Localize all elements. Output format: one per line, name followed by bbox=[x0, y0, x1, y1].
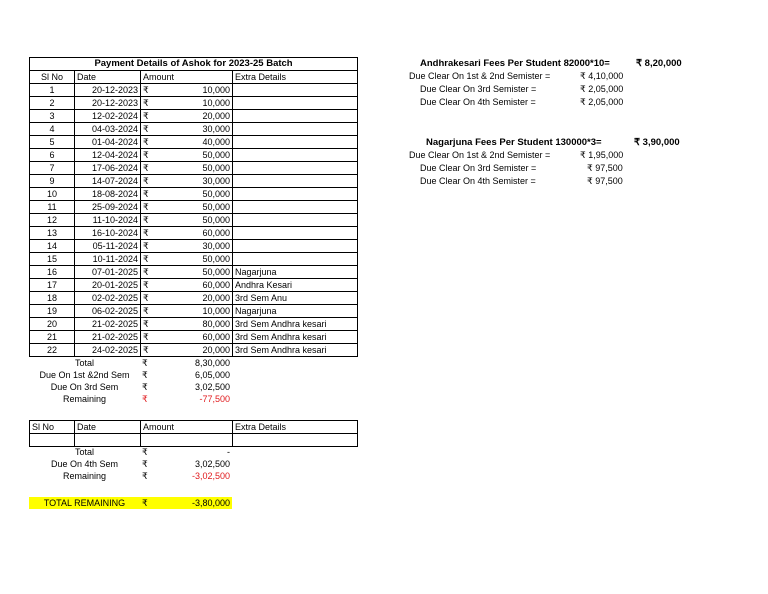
table-row bbox=[30, 253, 358, 266]
table-row bbox=[30, 279, 358, 292]
summary-row bbox=[29, 381, 357, 393]
nagarjuna-line-value[interactable]: ₹ 1,95,000 bbox=[580, 150, 624, 160]
andhrakesari-heading[interactable]: Andhrakesari Fees Per Student 82000*10= bbox=[420, 58, 610, 69]
amount-value: 20,000 bbox=[202, 345, 230, 355]
cell-sl-no[interactable]: 3 bbox=[30, 110, 75, 123]
cell-sl-no[interactable]: 10 bbox=[30, 188, 75, 201]
currency-symbol: ₹ bbox=[142, 382, 148, 392]
empty-cell[interactable] bbox=[75, 434, 141, 447]
table-title-row bbox=[30, 58, 358, 71]
amount-value: 20,000 bbox=[202, 293, 230, 303]
currency-symbol: ₹ bbox=[142, 358, 148, 368]
amount-value: 50,000 bbox=[202, 189, 230, 199]
table-row bbox=[30, 188, 358, 201]
empty-cell[interactable] bbox=[233, 434, 358, 447]
table-row bbox=[30, 227, 358, 240]
cell-extra-details[interactable] bbox=[233, 253, 358, 266]
cell-amount[interactable] bbox=[141, 123, 233, 136]
cell-amount[interactable] bbox=[141, 279, 233, 292]
table-header-row bbox=[30, 421, 358, 434]
summary-spacer bbox=[232, 357, 357, 369]
cell-date[interactable]: 06-02-2025 bbox=[75, 305, 141, 318]
summary-amount-value: -3,02,500 bbox=[191, 471, 230, 481]
currency-symbol: ₹ bbox=[142, 370, 148, 380]
fourth-sem-table bbox=[29, 420, 358, 447]
amount-value: 50,000 bbox=[202, 254, 230, 264]
cell-extra-details[interactable] bbox=[233, 227, 358, 240]
summary-amount[interactable] bbox=[140, 470, 232, 482]
andhrakesari-line-value[interactable]: ₹ 2,05,000 bbox=[580, 97, 624, 107]
cell-amount[interactable] bbox=[141, 305, 233, 318]
header-date[interactable]: Date bbox=[75, 71, 141, 84]
nagarjuna-line-value[interactable]: ₹ 97,500 bbox=[587, 176, 623, 186]
currency-symbol: ₹ bbox=[143, 137, 149, 147]
cell-amount[interactable] bbox=[141, 162, 233, 175]
cell-sl-no[interactable]: 11 bbox=[30, 201, 75, 214]
cell-date[interactable]: 20-01-2025 bbox=[75, 279, 141, 292]
total-remaining-value[interactable] bbox=[140, 497, 232, 509]
currency-symbol: ₹ bbox=[143, 267, 149, 277]
cell-extra-details[interactable]: Nagarjuna bbox=[233, 305, 358, 318]
table-row bbox=[30, 175, 358, 188]
amount-value: 50,000 bbox=[202, 202, 230, 212]
amount-value: 50,000 bbox=[202, 150, 230, 160]
cell-amount[interactable] bbox=[141, 136, 233, 149]
cell-amount[interactable] bbox=[141, 175, 233, 188]
table-row bbox=[30, 201, 358, 214]
cell-date[interactable]: 21-02-2025 bbox=[75, 318, 141, 331]
summary-row bbox=[29, 446, 357, 458]
summary-amount-value: 8,30,000 bbox=[194, 358, 230, 368]
table-row bbox=[30, 331, 358, 344]
amount-value: 30,000 bbox=[202, 124, 230, 134]
cell-date[interactable]: 21-02-2025 bbox=[75, 331, 141, 344]
amount-value: 30,000 bbox=[202, 241, 230, 251]
table-row bbox=[30, 110, 358, 123]
currency-symbol: ₹ bbox=[143, 189, 149, 199]
summary-amount[interactable] bbox=[140, 357, 232, 369]
currency-symbol: ₹ bbox=[143, 111, 149, 121]
currency-symbol: ₹ bbox=[142, 394, 148, 404]
summary-label[interactable]: Due On 3rd Sem bbox=[50, 382, 119, 392]
summary-amount[interactable] bbox=[140, 369, 232, 381]
amount-value: 30,000 bbox=[202, 176, 230, 186]
amount-value: 80,000 bbox=[202, 319, 230, 329]
table-row bbox=[30, 292, 358, 305]
nagarjuna-fees-block bbox=[400, 136, 700, 196]
cell-sl-no[interactable]: 1 bbox=[30, 84, 75, 97]
cell-extra-details[interactable] bbox=[233, 149, 358, 162]
cell-amount[interactable] bbox=[141, 253, 233, 266]
table-header-row bbox=[30, 71, 358, 84]
amount-value: 10,000 bbox=[202, 98, 230, 108]
cell-date[interactable]: 11-10-2024 bbox=[75, 214, 141, 227]
summary-row bbox=[29, 393, 357, 405]
table-row bbox=[30, 123, 358, 136]
andhrakesari-line-value[interactable]: ₹ 2,05,000 bbox=[580, 84, 624, 94]
currency-symbol: ₹ bbox=[143, 215, 149, 225]
currency-symbol: ₹ bbox=[142, 459, 148, 469]
nagarjuna-line-value[interactable]: ₹ 97,500 bbox=[587, 163, 623, 173]
currency-symbol: ₹ bbox=[143, 280, 149, 290]
cell-sl-no[interactable]: 9 bbox=[30, 175, 75, 188]
header-extra-details[interactable]: Extra Details bbox=[233, 421, 358, 434]
andhrakesari-fees-block bbox=[400, 57, 700, 117]
currency-symbol: ₹ bbox=[143, 176, 149, 186]
summary-amount-value: 3,02,500 bbox=[194, 459, 230, 469]
cell-sl-no[interactable]: 15 bbox=[30, 253, 75, 266]
andhrakesari-line-label[interactable]: Due Clear On 3rd Semister = bbox=[420, 84, 537, 94]
cell-date[interactable]: 16-10-2024 bbox=[75, 227, 141, 240]
total-remaining-label[interactable]: TOTAL REMAINING bbox=[29, 497, 140, 509]
nagarjuna-heading[interactable]: Nagarjuna Fees Per Student 130000*3= bbox=[426, 137, 602, 148]
cell-extra-details[interactable] bbox=[233, 201, 358, 214]
cell-sl-no[interactable]: 17 bbox=[30, 279, 75, 292]
currency-symbol: ₹ bbox=[143, 228, 149, 238]
amount-value: 60,000 bbox=[202, 280, 230, 290]
header-sl-no[interactable]: Sl No bbox=[30, 71, 75, 84]
summary-label[interactable]: Remaining bbox=[62, 394, 107, 404]
currency-symbol: ₹ bbox=[143, 293, 149, 303]
currency-symbol: ₹ bbox=[143, 241, 149, 251]
cell-extra-details[interactable] bbox=[233, 123, 358, 136]
summary-spacer bbox=[232, 446, 357, 458]
cell-extra-details[interactable]: Andhra Kesari bbox=[233, 279, 358, 292]
cell-sl-no[interactable]: 16 bbox=[30, 266, 75, 279]
cell-amount[interactable] bbox=[141, 344, 233, 357]
summary-row bbox=[29, 357, 357, 369]
table-title[interactable]: Payment Details of Ashok for 2023-25 Batch bbox=[30, 58, 358, 71]
currency-symbol: ₹ bbox=[143, 345, 149, 355]
cell-amount[interactable] bbox=[141, 266, 233, 279]
header-extra-details[interactable]: Extra Details bbox=[233, 71, 358, 84]
cell-extra-details[interactable]: 3rd Sem Andhra kesari bbox=[233, 318, 358, 331]
payment-summary bbox=[29, 357, 357, 405]
header-amount[interactable]: Amount bbox=[141, 421, 233, 434]
nagarjuna-line-label[interactable]: Due Clear On 1st & 2nd Semister = bbox=[409, 150, 551, 160]
cell-date[interactable]: 25-09-2024 bbox=[75, 201, 141, 214]
cell-date[interactable]: 17-06-2024 bbox=[75, 162, 141, 175]
table-row bbox=[30, 344, 358, 357]
cell-amount[interactable] bbox=[141, 188, 233, 201]
header-sl-no[interactable]: Sl No bbox=[30, 421, 75, 434]
cell-sl-no[interactable]: 13 bbox=[30, 227, 75, 240]
cell-sl-no[interactable]: 18 bbox=[30, 292, 75, 305]
cell-sl-no[interactable]: 2 bbox=[30, 97, 75, 110]
table-row bbox=[30, 305, 358, 318]
cell-extra-details[interactable]: 3rd Sem Anu bbox=[233, 292, 358, 305]
fourth-sem-summary bbox=[29, 446, 357, 482]
summary-spacer bbox=[232, 470, 357, 482]
summary-row bbox=[29, 458, 357, 470]
table-row bbox=[30, 434, 358, 447]
nagarjuna-total[interactable]: ₹ 3,90,000 bbox=[634, 137, 680, 148]
nagarjuna-line-label[interactable]: Due Clear On 4th Semister = bbox=[420, 176, 536, 186]
summary-label[interactable]: Remaining bbox=[62, 471, 107, 481]
cell-date[interactable]: 05-11-2024 bbox=[75, 240, 141, 253]
andhrakesari-line-value[interactable]: ₹ 4,10,000 bbox=[580, 71, 624, 81]
cell-extra-details[interactable]: Nagarjuna bbox=[233, 266, 358, 279]
cell-sl-no[interactable]: 5 bbox=[30, 136, 75, 149]
summary-row bbox=[29, 369, 357, 381]
cell-extra-details[interactable] bbox=[233, 110, 358, 123]
summary-amount[interactable] bbox=[140, 381, 232, 393]
andhrakesari-line-label[interactable]: Due Clear On 4th Semister = bbox=[420, 97, 536, 107]
cell-amount[interactable] bbox=[141, 318, 233, 331]
amount-value: 60,000 bbox=[202, 332, 230, 342]
cell-extra-details[interactable]: 3rd Sem Andhra kesari bbox=[233, 344, 358, 357]
summary-amount[interactable] bbox=[140, 393, 232, 405]
currency-symbol: ₹ bbox=[142, 498, 148, 508]
andhrakesari-line-label[interactable]: Due Clear On 1st & 2nd Semister = bbox=[409, 71, 551, 81]
table-row bbox=[30, 318, 358, 331]
cell-sl-no[interactable]: 22 bbox=[30, 344, 75, 357]
summary-amount[interactable] bbox=[140, 446, 232, 458]
cell-extra-details[interactable] bbox=[233, 136, 358, 149]
cell-date[interactable]: 12-04-2024 bbox=[75, 149, 141, 162]
header-amount[interactable]: Amount bbox=[141, 71, 233, 84]
amount-value: 40,000 bbox=[202, 137, 230, 147]
currency-symbol: ₹ bbox=[143, 124, 149, 134]
nagarjuna-line-label[interactable]: Due Clear On 3rd Semister = bbox=[420, 163, 537, 173]
cell-date[interactable]: 01-04-2024 bbox=[75, 136, 141, 149]
currency-symbol: ₹ bbox=[143, 332, 149, 342]
summary-label[interactable]: Total bbox=[74, 447, 94, 457]
currency-symbol: ₹ bbox=[143, 254, 149, 264]
cell-amount[interactable] bbox=[141, 110, 233, 123]
cell-amount[interactable] bbox=[141, 292, 233, 305]
amount-value: 60,000 bbox=[202, 228, 230, 238]
payment-details-table bbox=[29, 57, 358, 357]
summary-label[interactable]: Total bbox=[74, 358, 94, 368]
table-row bbox=[30, 214, 358, 227]
cell-amount[interactable] bbox=[141, 227, 233, 240]
summary-spacer bbox=[232, 369, 357, 381]
cell-extra-details[interactable] bbox=[233, 162, 358, 175]
currency-symbol: ₹ bbox=[142, 447, 148, 457]
summary-amount-value: 3,02,500 bbox=[194, 382, 230, 392]
summary-spacer bbox=[232, 393, 357, 405]
cell-amount[interactable] bbox=[141, 201, 233, 214]
summary-spacer bbox=[232, 381, 357, 393]
currency-symbol: ₹ bbox=[143, 306, 149, 316]
amount-value: 50,000 bbox=[202, 267, 230, 277]
summary-label[interactable]: Due On 1st &2nd Sem bbox=[39, 370, 130, 380]
cell-amount[interactable] bbox=[141, 149, 233, 162]
table-row bbox=[30, 266, 358, 279]
cell-sl-no[interactable]: 20 bbox=[30, 318, 75, 331]
cell-amount[interactable] bbox=[141, 331, 233, 344]
cell-extra-details[interactable] bbox=[233, 175, 358, 188]
table-row bbox=[30, 240, 358, 253]
cell-date[interactable]: 07-01-2025 bbox=[75, 266, 141, 279]
currency-symbol: ₹ bbox=[143, 85, 149, 95]
empty-cell[interactable] bbox=[30, 434, 75, 447]
cell-sl-no[interactable]: 4 bbox=[30, 123, 75, 136]
amount-value: 10,000 bbox=[202, 85, 230, 95]
cell-date[interactable]: 18-08-2024 bbox=[75, 188, 141, 201]
currency-symbol: ₹ bbox=[143, 319, 149, 329]
summary-amount-value: -77,500 bbox=[199, 394, 230, 404]
total-remaining-amount: -3,80,000 bbox=[191, 498, 230, 508]
cell-extra-details[interactable] bbox=[233, 240, 358, 253]
header-date[interactable]: Date bbox=[75, 421, 141, 434]
cell-date[interactable]: 14-07-2024 bbox=[75, 175, 141, 188]
amount-value: 20,000 bbox=[202, 111, 230, 121]
cell-sl-no[interactable]: 12 bbox=[30, 214, 75, 227]
summary-spacer bbox=[232, 458, 357, 470]
cell-date[interactable]: 02-02-2025 bbox=[75, 292, 141, 305]
cell-date[interactable]: 20-12-2023 bbox=[75, 84, 141, 97]
currency-symbol: ₹ bbox=[143, 202, 149, 212]
total-remaining-row bbox=[29, 497, 232, 509]
cell-sl-no[interactable]: 19 bbox=[30, 305, 75, 318]
cell-date[interactable]: 20-12-2023 bbox=[75, 97, 141, 110]
currency-symbol: ₹ bbox=[143, 150, 149, 160]
amount-value: 10,000 bbox=[202, 306, 230, 316]
table-row bbox=[30, 84, 358, 97]
table-row bbox=[30, 162, 358, 175]
table-row bbox=[30, 136, 358, 149]
amount-value: 50,000 bbox=[202, 163, 230, 173]
cell-sl-no[interactable]: 14 bbox=[30, 240, 75, 253]
summary-amount[interactable] bbox=[140, 458, 232, 470]
cell-sl-no[interactable]: 21 bbox=[30, 331, 75, 344]
summary-row bbox=[29, 470, 357, 482]
table-row bbox=[30, 149, 358, 162]
cell-extra-details[interactable] bbox=[233, 188, 358, 201]
summary-amount-value: - bbox=[227, 447, 230, 457]
cell-amount[interactable] bbox=[141, 240, 233, 253]
currency-symbol: ₹ bbox=[142, 471, 148, 481]
currency-symbol: ₹ bbox=[143, 163, 149, 173]
cell-date[interactable]: 10-11-2024 bbox=[75, 253, 141, 266]
cell-extra-details[interactable]: 3rd Sem Andhra kesari bbox=[233, 331, 358, 344]
cell-date[interactable]: 24-02-2025 bbox=[75, 344, 141, 357]
currency-symbol: ₹ bbox=[143, 98, 149, 108]
summary-label[interactable]: Due On 4th Sem bbox=[50, 459, 119, 469]
empty-cell[interactable] bbox=[141, 434, 233, 447]
cell-amount[interactable] bbox=[141, 97, 233, 110]
cell-extra-details[interactable] bbox=[233, 97, 358, 110]
cell-extra-details[interactable] bbox=[233, 214, 358, 227]
cell-date[interactable]: 04-03-2024 bbox=[75, 123, 141, 136]
cell-date[interactable]: 12-02-2024 bbox=[75, 110, 141, 123]
cell-sl-no[interactable]: 6 bbox=[30, 149, 75, 162]
andhrakesari-total[interactable]: ₹ 8,20,000 bbox=[636, 58, 682, 69]
table-row bbox=[30, 97, 358, 110]
amount-value: 50,000 bbox=[202, 215, 230, 225]
cell-extra-details[interactable] bbox=[233, 84, 358, 97]
summary-amount-value: 6,05,000 bbox=[194, 370, 230, 380]
cell-amount[interactable] bbox=[141, 214, 233, 227]
cell-sl-no[interactable]: 7 bbox=[30, 162, 75, 175]
cell-amount[interactable] bbox=[141, 84, 233, 97]
